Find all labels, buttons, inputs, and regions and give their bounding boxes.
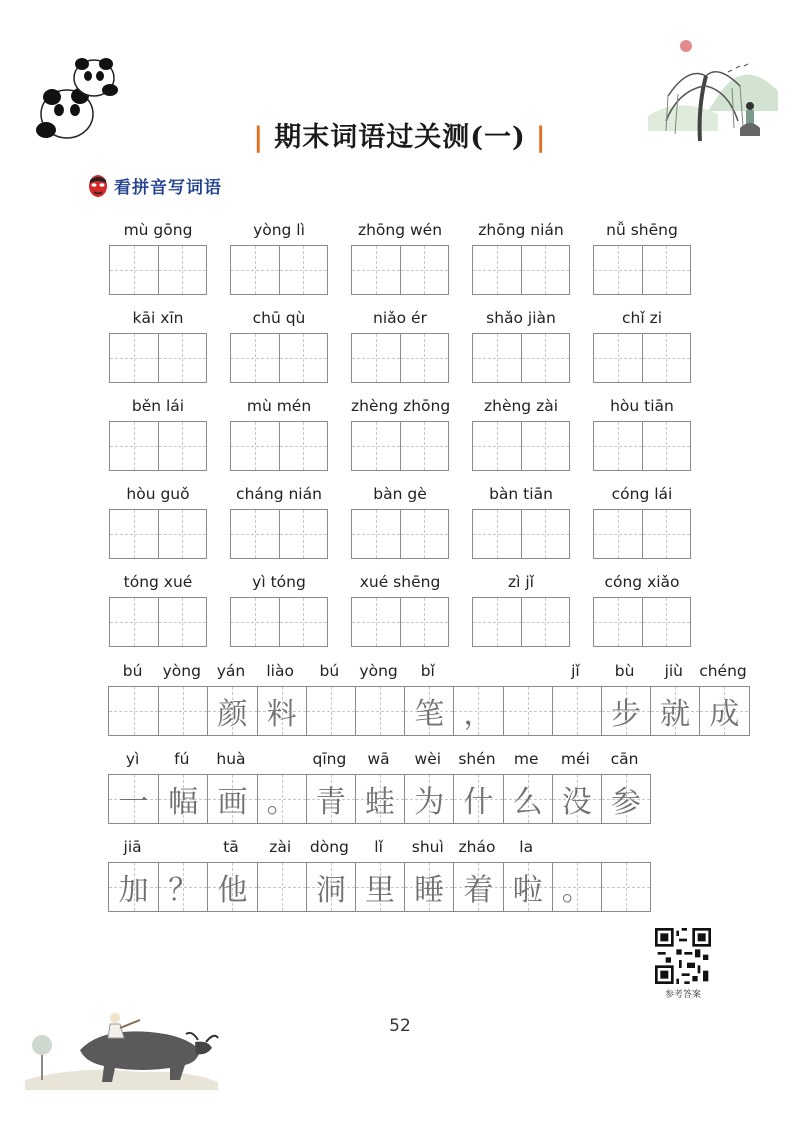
- sentence-pinyin: bú: [122, 662, 143, 680]
- sentence-pinyin: liào: [266, 662, 294, 680]
- word-pinyin: niǎo ér: [373, 309, 427, 327]
- sentence-cell: [552, 863, 601, 911]
- word-pinyin: yòng lì: [253, 221, 305, 239]
- writing-cell[interactable]: [594, 422, 642, 470]
- sentence-cell[interactable]: [503, 687, 552, 735]
- sentence-pinyin: zháo: [458, 838, 496, 856]
- word-answer-box[interactable]: [351, 509, 449, 559]
- writing-cell[interactable]: [352, 510, 400, 558]
- word-pinyin: chǐ zi: [621, 309, 663, 327]
- page-title: [0, 115, 800, 154]
- sentence-pinyin: qīng: [312, 750, 347, 768]
- word-pinyin: zhōng nián: [478, 221, 564, 239]
- word-pinyin: chū qù: [252, 309, 306, 327]
- writing-cell[interactable]: [158, 598, 206, 646]
- word-answer-box[interactable]: [230, 245, 328, 295]
- sentence-char: [553, 687, 601, 735]
- sentence-char: 就: [660, 697, 691, 732]
- writing-cell[interactable]: [110, 598, 158, 646]
- writing-cell[interactable]: [642, 598, 690, 646]
- writing-cell[interactable]: [352, 598, 400, 646]
- writing-cell[interactable]: [279, 334, 327, 382]
- word-answer-box[interactable]: [351, 597, 449, 647]
- writing-cell[interactable]: [473, 510, 521, 558]
- sentence-char: 蛙: [365, 785, 396, 820]
- word-pinyin: běn lái: [131, 397, 185, 415]
- sentence-char: [356, 687, 404, 735]
- word-pinyin: cháng nián: [236, 485, 322, 503]
- sentence-pinyin: yán: [216, 662, 246, 680]
- word-answer-box[interactable]: [472, 245, 570, 295]
- sentence-cell: [699, 687, 748, 735]
- qr-code-icon[interactable]: [655, 928, 711, 984]
- sentence-char: 青: [315, 785, 346, 820]
- title-text: 期末词语过关测(一): [274, 122, 526, 153]
- sentence-char: [504, 687, 552, 735]
- sentence-pinyin: shuì: [411, 838, 444, 856]
- word-pinyin: cóng xiǎo: [604, 573, 680, 591]
- sentence-cell: [453, 687, 502, 735]
- word-pinyin: bàn tiān: [489, 485, 553, 503]
- word-pinyin: shǎo jiàn: [486, 309, 556, 327]
- writing-cell[interactable]: [594, 246, 642, 294]
- sentence-cell[interactable]: [355, 687, 404, 735]
- word-answer-box[interactable]: [230, 597, 328, 647]
- sentence-pinyin: bú: [319, 662, 340, 680]
- sentence-strip: [108, 686, 750, 736]
- page-number: 52: [389, 1016, 411, 1036]
- sentence-char: 什: [463, 785, 494, 820]
- word-answer-box[interactable]: [109, 245, 207, 295]
- word-pinyin: xué shēng: [359, 573, 441, 591]
- sentence-pinyin: huà: [216, 750, 246, 768]
- sentence-pinyin: zài: [269, 838, 292, 856]
- sentence-cell: [306, 863, 355, 911]
- sentence-cell: [453, 863, 502, 911]
- word-answer-box[interactable]: [230, 333, 328, 383]
- writing-cell[interactable]: [642, 422, 690, 470]
- sentence-cell: [503, 775, 552, 823]
- word-answer-box[interactable]: [109, 421, 207, 471]
- sentence-char: 洞: [315, 873, 346, 908]
- word-answer-box[interactable]: [351, 421, 449, 471]
- writing-cell[interactable]: [158, 246, 206, 294]
- word-answer-box[interactable]: [593, 597, 691, 647]
- writing-cell[interactable]: [158, 334, 206, 382]
- word-pinyin: mù gōng: [123, 221, 193, 239]
- sentence-char: [159, 687, 207, 735]
- writing-cell[interactable]: [594, 510, 642, 558]
- sentence-pinyin: wā: [367, 750, 390, 768]
- sentence-char: [258, 863, 306, 911]
- word-answer-box[interactable]: [230, 421, 328, 471]
- writing-cell[interactable]: [473, 422, 521, 470]
- sentence-char: 步: [610, 697, 641, 732]
- word-pinyin: hòu tiān: [610, 397, 674, 415]
- sentence-char: 睡: [414, 873, 445, 908]
- writing-cell[interactable]: [473, 334, 521, 382]
- sentence-cell: [158, 775, 207, 823]
- word-pinyin: zhèng zài: [483, 397, 559, 415]
- sentence-pinyin: yòng: [359, 662, 398, 680]
- sentence-char: ，: [463, 697, 494, 732]
- writing-cell[interactable]: [594, 334, 642, 382]
- sentence-cell[interactable]: [552, 687, 601, 735]
- sentence-char: 一: [118, 785, 149, 820]
- sentence-char: 。: [266, 785, 297, 820]
- word-answer-box[interactable]: [472, 597, 570, 647]
- word-pinyin: zhōng wén: [357, 221, 443, 239]
- sentence-cell: [650, 687, 699, 735]
- sentence-cell: [552, 775, 601, 823]
- sentence-cell: [207, 863, 256, 911]
- writing-cell[interactable]: [352, 246, 400, 294]
- sentence-char: 。: [561, 873, 592, 908]
- word-pinyin: zhèng zhōng: [351, 397, 451, 415]
- word-answer-box[interactable]: [593, 509, 691, 559]
- writing-cell[interactable]: [110, 246, 158, 294]
- sentence-cell: [306, 775, 355, 823]
- sentence-pinyin: chéng: [699, 662, 747, 680]
- word-pinyin: kāi xīn: [132, 309, 184, 327]
- sentence-pinyin: lǐ: [374, 838, 383, 856]
- sentence-cell: [207, 687, 256, 735]
- word-answer-box[interactable]: [472, 421, 570, 471]
- sentence-pinyin: bǐ: [420, 662, 435, 680]
- word-answer-box[interactable]: [472, 333, 570, 383]
- section-label: 看拼音写词语: [114, 177, 222, 198]
- sentence-pinyin: yì: [125, 750, 140, 768]
- sentence-char: [109, 687, 158, 735]
- writing-cell[interactable]: [400, 422, 448, 470]
- sentence-cell: [404, 775, 453, 823]
- writing-cell[interactable]: [400, 510, 448, 558]
- sentence-char: [307, 687, 355, 735]
- writing-cell[interactable]: [110, 334, 158, 382]
- sentence-cell: [453, 775, 502, 823]
- writing-cell[interactable]: [642, 510, 690, 558]
- word-pinyin: nǚ shēng: [606, 221, 678, 239]
- sentence-pinyin: shén: [458, 750, 496, 768]
- writing-cell[interactable]: [521, 246, 569, 294]
- sentence-cell: [601, 687, 650, 735]
- sentence-cell[interactable]: [306, 687, 355, 735]
- word-pinyin: hòu guǒ: [126, 485, 190, 503]
- sentence-pinyin: jǐ: [571, 662, 580, 680]
- sentence-char: 笔: [414, 697, 445, 732]
- sentence-char: 没: [561, 785, 592, 820]
- sentence-char: 参: [610, 785, 641, 820]
- writing-cell[interactable]: [594, 598, 642, 646]
- sentence-pinyin: jiā: [123, 838, 142, 856]
- word-answer-box[interactable]: [230, 509, 328, 559]
- writing-cell[interactable]: [231, 246, 279, 294]
- sentence-cell: [257, 775, 306, 823]
- writing-cell[interactable]: [473, 598, 521, 646]
- writing-cell[interactable]: [473, 246, 521, 294]
- sentence-cell: [158, 863, 207, 911]
- sentence-strip: [108, 862, 651, 912]
- writing-cell[interactable]: [231, 598, 279, 646]
- word-pinyin: yì tóng: [252, 573, 306, 591]
- word-pinyin: zì jǐ: [508, 573, 534, 591]
- sentence-cell: [601, 775, 650, 823]
- writing-cell[interactable]: [231, 334, 279, 382]
- writing-cell[interactable]: [400, 334, 448, 382]
- writing-cell[interactable]: [400, 246, 448, 294]
- word-answer-box[interactable]: [472, 509, 570, 559]
- sentence-char: [602, 863, 650, 911]
- word-answer-box[interactable]: [351, 245, 449, 295]
- writing-cell[interactable]: [521, 334, 569, 382]
- sentence-pinyin: tā: [223, 838, 239, 856]
- qr-label: 参考答案: [664, 990, 701, 1000]
- word-pinyin: tóng xué: [123, 573, 193, 591]
- sentence-strip: [108, 774, 651, 824]
- sentence-cell: [355, 775, 404, 823]
- sentence-pinyin: la: [519, 838, 534, 856]
- sentence-char: 加: [118, 873, 149, 908]
- writing-cell[interactable]: [279, 422, 327, 470]
- sentence-cell: [109, 775, 158, 823]
- word-answer-box[interactable]: [593, 421, 691, 471]
- title-bar-left: |: [253, 122, 265, 153]
- sentence-cell[interactable]: [257, 863, 306, 911]
- sentence-pinyin: bù: [614, 662, 635, 680]
- word-answer-box[interactable]: [593, 333, 691, 383]
- word-answer-box[interactable]: [593, 245, 691, 295]
- word-answer-box[interactable]: [351, 333, 449, 383]
- writing-cell[interactable]: [642, 334, 690, 382]
- sentence-cell: [257, 687, 306, 735]
- writing-cell[interactable]: [352, 334, 400, 382]
- writing-cell[interactable]: [642, 246, 690, 294]
- sentence-cell: [503, 863, 552, 911]
- sentence-char: 颜: [217, 697, 248, 732]
- sentence-pinyin: fú: [174, 750, 190, 768]
- writing-cell[interactable]: [231, 422, 279, 470]
- opera-mask-icon: [88, 172, 108, 198]
- sentence-cell: [355, 863, 404, 911]
- writing-cell[interactable]: [231, 510, 279, 558]
- buffalo-painting-icon: [20, 990, 220, 1090]
- writing-cell[interactable]: [110, 422, 158, 470]
- writing-cell[interactable]: [521, 510, 569, 558]
- sentence-cell: [109, 863, 158, 911]
- writing-cell[interactable]: [352, 422, 400, 470]
- section-header: [88, 172, 222, 198]
- writing-cell[interactable]: [279, 510, 327, 558]
- sentence-char: 他: [217, 873, 248, 908]
- sentence-char: 料: [266, 697, 297, 732]
- writing-cell[interactable]: [521, 422, 569, 470]
- word-answer-box[interactable]: [109, 597, 207, 647]
- sentence-pinyin: jiù: [664, 662, 683, 680]
- writing-cell[interactable]: [279, 246, 327, 294]
- word-pinyin: cóng lái: [611, 485, 673, 503]
- sentence-char: 里: [365, 873, 396, 908]
- sentence-char: ？: [168, 873, 199, 908]
- title-bar-right: |: [535, 122, 547, 153]
- writing-cell[interactable]: [158, 510, 206, 558]
- sentence-char: 成: [709, 697, 740, 732]
- word-pinyin: mù mén: [246, 397, 312, 415]
- sentence-cell: [404, 863, 453, 911]
- sentence-char: 啦: [512, 873, 543, 908]
- writing-cell[interactable]: [158, 422, 206, 470]
- sentence-pinyin: yòng: [162, 662, 201, 680]
- sentence-cell[interactable]: [109, 687, 158, 735]
- writing-cell[interactable]: [400, 598, 448, 646]
- word-pinyin: bàn gè: [373, 485, 427, 503]
- sentence-char: 幅: [168, 785, 199, 820]
- sentence-cell: [207, 775, 256, 823]
- sentence-char: 画: [217, 785, 248, 820]
- word-answer-box[interactable]: [109, 333, 207, 383]
- writing-cell[interactable]: [279, 598, 327, 646]
- sentence-char: 么: [512, 785, 543, 820]
- sentence-pinyin: wèi: [414, 750, 442, 768]
- writing-cell[interactable]: [110, 510, 158, 558]
- sentence-pinyin: cān: [610, 750, 639, 768]
- sentence-cell: [404, 687, 453, 735]
- sentence-pinyin: me: [513, 750, 539, 768]
- word-answer-box[interactable]: [109, 509, 207, 559]
- sentence-cell[interactable]: [601, 863, 650, 911]
- sentence-char: 着: [463, 873, 494, 908]
- sentence-pinyin: dòng: [309, 838, 349, 856]
- sentence-char: 为: [414, 785, 445, 820]
- writing-cell[interactable]: [521, 598, 569, 646]
- sentence-pinyin: méi: [560, 750, 590, 768]
- sentence-cell[interactable]: [158, 687, 207, 735]
